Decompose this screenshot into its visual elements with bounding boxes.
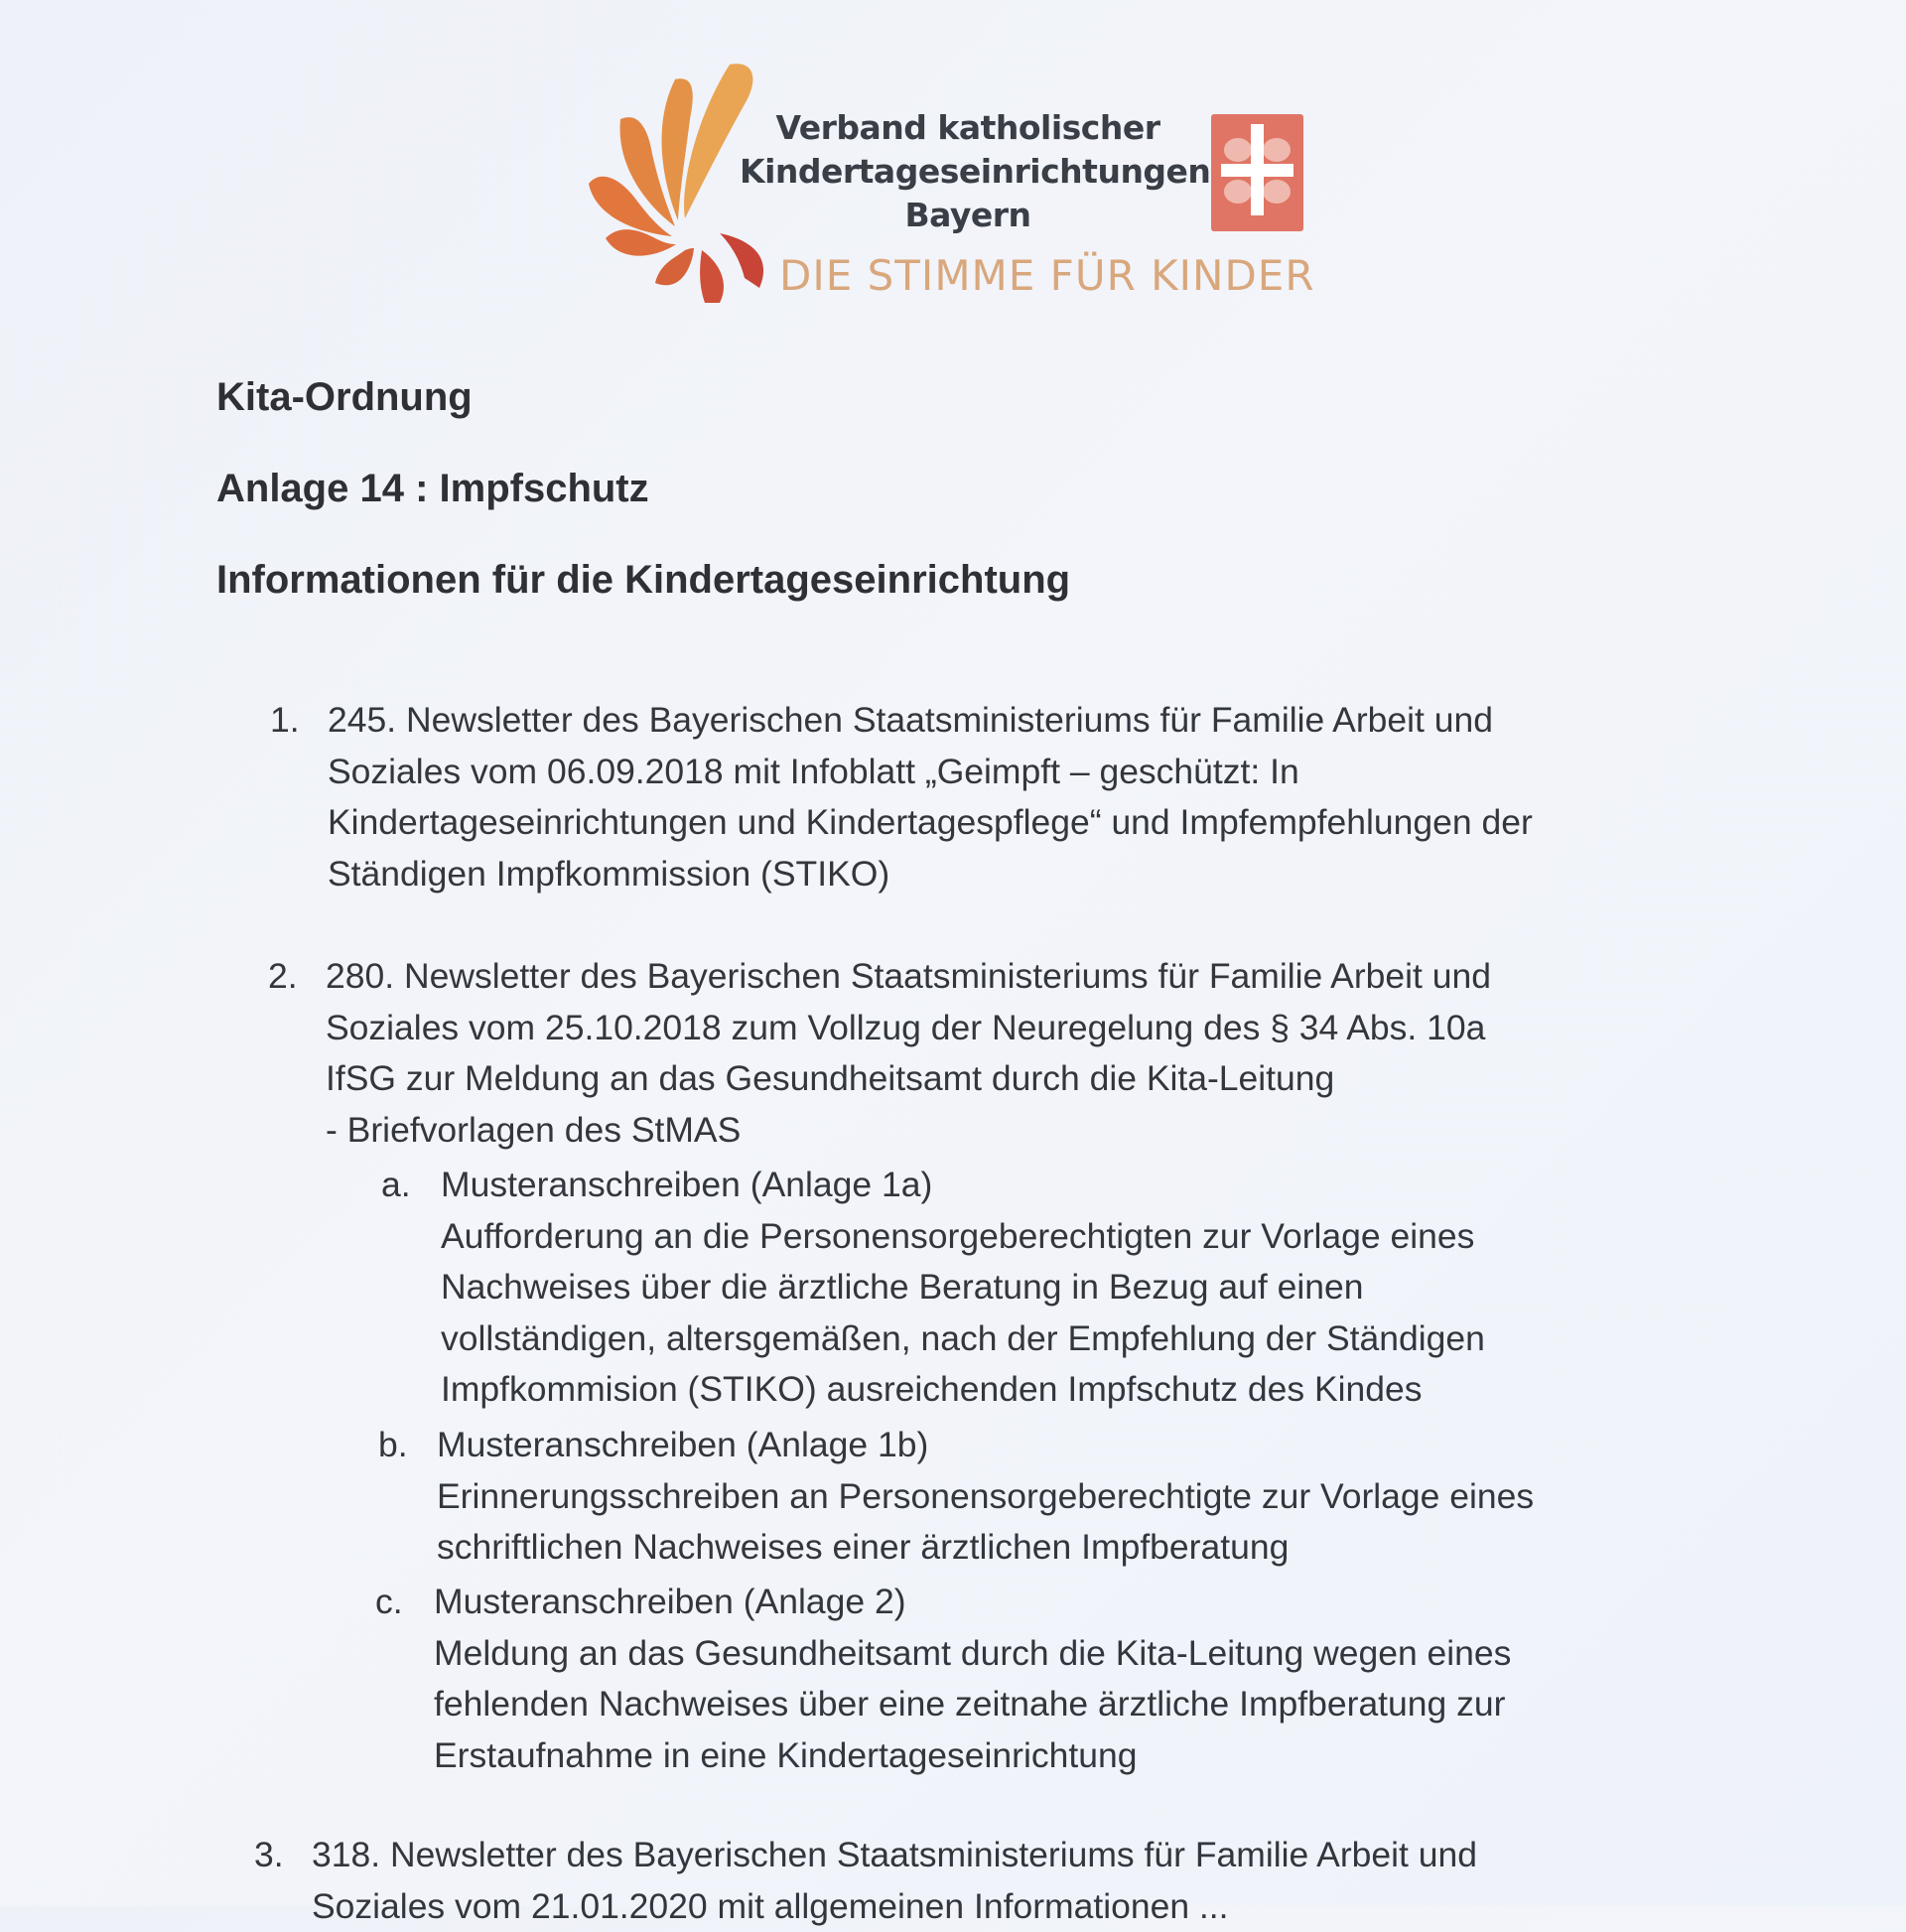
sub-list-item-text: Meldung an das Gesundheitsamt durch die Kita-Leitung wegen eines: [434, 1628, 1511, 1680]
sub-list-item-text: fehlenden Nachweises über eine zeitnahe ärztliche Impfberatung zur: [434, 1679, 1511, 1730]
list-item-text: - Briefvorlagen des StMAS: [326, 1105, 1491, 1157]
list-item-text: 245. Newsletter des Bayerischen Staatsministeriums für Familie Arbeit und: [328, 695, 1533, 747]
sub-list-item-letter: c.: [375, 1577, 403, 1628]
sub-list-item-text: Erinnerungsschreiben an Personensorgeberechtigte zur Vorlage eines: [437, 1471, 1534, 1523]
list-item-number: 1.: [270, 695, 300, 747]
sub-list-item-text: vollständigen, altersgemäßen, nach der Empfehlung der Ständigen: [441, 1313, 1485, 1365]
organization-name-line2: Kindertageseinrichtungen: [740, 150, 1196, 194]
sub-list-item-text: Nachweises über die ärztliche Beratung in Bezug auf einen: [441, 1262, 1485, 1313]
list-item-text: 280. Newsletter des Bayerischen Staatsministeriums für Familie Arbeit und: [326, 951, 1491, 1003]
list-item-text: 318. Newsletter des Bayerischen Staatsministeriums für Familie Arbeit und: [312, 1830, 1477, 1881]
document-title: Kita-Ordnung: [216, 375, 473, 420]
document-subtitle: Anlage 14 : Impfschutz: [216, 467, 649, 511]
sub-list-item-text: Impfkommision (STIKO) ausreichenden Impfschutz des Kindes: [441, 1364, 1485, 1416]
sub-list-item-text: Aufforderung an die Personensorgeberechtigten zur Vorlage eines: [441, 1211, 1485, 1263]
section-title: Informationen für die Kindertageseinrichtung: [216, 558, 1070, 603]
organization-name-line1: Verband katholischer: [740, 106, 1196, 150]
sub-list-item-text: Erstaufnahme in eine Kindertageseinrichtung: [434, 1730, 1511, 1782]
list-item-text: Soziales vom 06.09.2018 mit Infoblatt „Geimpft – geschützt: In: [328, 747, 1533, 798]
list-item-text: Ständigen Impfkommission (STIKO): [328, 849, 1533, 900]
list-item-text: Kindertageseinrichtungen und Kindertagespflege“ und Impfempfehlungen der: [328, 797, 1533, 849]
sub-list-item-text: Musteranschreiben (Anlage 1b): [437, 1420, 1534, 1471]
sub-list-item-text: schriftlichen Nachweises einer ärztlichen Impfberatung: [437, 1522, 1534, 1574]
sub-list-item-letter: b.: [378, 1420, 408, 1471]
sub-list-item-text: Musteranschreiben (Anlage 1a): [441, 1160, 1485, 1211]
list-item-text: IfSG zur Meldung an das Gesundheitsamt durch die Kita-Leitung: [326, 1053, 1491, 1105]
organization-slogan: DIE STIMME FÜR KINDER: [779, 251, 1315, 300]
list-item-text: Soziales vom 21.01.2020 mit allgemeinen Informationen ...: [312, 1881, 1477, 1932]
caritas-logo-icon: [1211, 114, 1303, 231]
list-item-number: 3.: [254, 1830, 284, 1881]
organization-logo: [581, 55, 1335, 313]
list-item-number: 2.: [268, 951, 298, 1003]
sub-list-item-letter: a.: [381, 1160, 411, 1211]
list-item-text: Soziales vom 25.10.2018 zum Vollzug der Neuregelung des § 34 Abs. 10a: [326, 1003, 1491, 1054]
organization-name-line3: Bayern: [740, 194, 1196, 237]
sub-list-item-text: Musteranschreiben (Anlage 2): [434, 1577, 1511, 1628]
organization-name: [740, 106, 1196, 237]
